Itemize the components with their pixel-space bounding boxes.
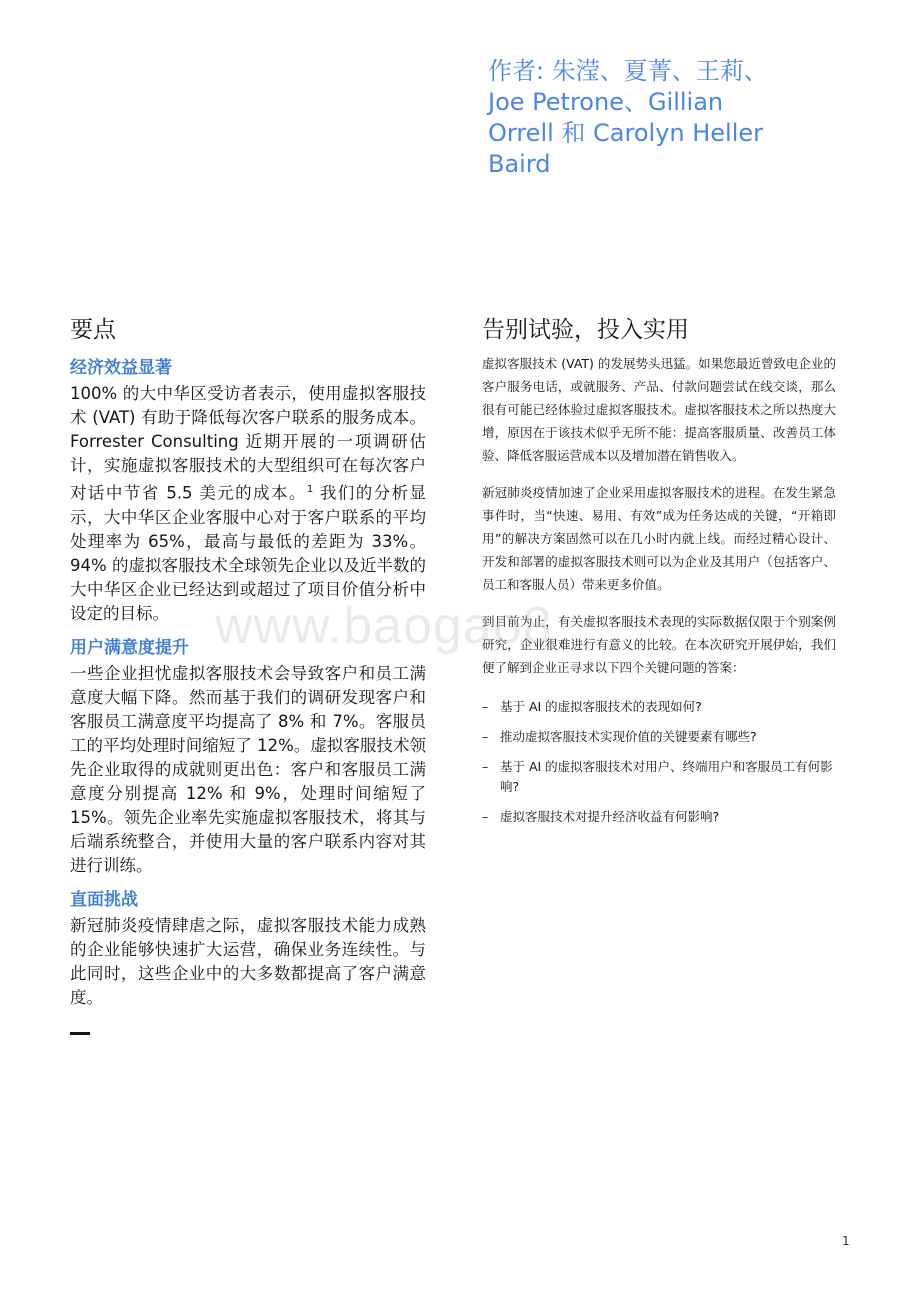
key-points-column <box>70 356 426 1035</box>
author-line: Joe Petrone、Gillian <box>488 88 724 116</box>
dash-bullet: – <box>482 699 489 714</box>
page-number: 1 <box>842 1234 850 1248</box>
authors-block <box>488 56 808 180</box>
watermark: www.baogao8 <box>215 597 553 655</box>
author-line: Orrell 和 Carolyn Heller <box>488 119 764 147</box>
dash-bullet: – <box>482 809 489 824</box>
body-paragraph: 虚拟客服技术 (VAT) 的发展势头迅猛。如果您最近曾致电企业的客户服务电话，或就服务、产品、付款问题尝试在线交谈，那么很有可能已经体验过虚拟客服技术。虚拟客服技术之所以热度大增，原因在于该技术似乎无所不能：提高客服质量、改善员工体验、降低客服运营成本以及增加潜在销售收入。 <box>482 356 836 463</box>
subheading-economic: 经济效益显著 <box>70 358 172 378</box>
subheading-satisfaction: 用户满意度提升 <box>70 637 189 658</box>
body-paragraph: 到目前为止，有关虚拟客服技术表现的实际数据仅限于个别案例研究，企业很难进行有意义的比较。在本次研究开展伊始，我们便了解到企业正寻求以下四个关键问题的答案： <box>482 614 836 675</box>
dash-bullet: – <box>482 759 489 774</box>
question-item: – 虚拟客服技术对提升经济收益有何影响? <box>482 807 836 827</box>
paragraph-economic: 100% 的大中华区受访者表示，使用虚拟客服技术 (VAT) 有助于降低每次客户联系的服务成本。Forrester Consulting 近期开展的一项调研估计，实施虚拟客服技术的大型组织可在每次客户对话中节省 5.5 美元的成本。$^1$ 我们的分析显示，大中华区企业客服中心对于客户联系的平均处理率为 65%，最高与最低的差距为 33%。94% 的虚拟客服技术全球领先企业以及近半数的大中华区企业已经达到或超过了项目价值分析中设定的目标。 <box>70 384 427 623</box>
section-end-rule <box>70 1032 90 1035</box>
author-line: 作者: 朱滢、夏菁、王莉、 <box>488 57 768 85</box>
main-text-column <box>482 352 836 837</box>
dash-bullet: – <box>482 729 489 744</box>
paragraph-satisfaction: 一些企业担忧虚拟客服技术会导致客户和员工满意度大幅下降。然而基于我们的调研发现客户和客服员工满意度平均提高了 8% 和 7%。客服员工的平均处理时间缩短了 12%。虚拟客服技术领先企业取得的成就则更出色：客户和客服员工满意度分别提高 12% 和 9%，处理时间缩短了 15%。领先企业率先实施虚拟客服技术，将其与后端系统整合，并使用大量的客户联系内容对其进行训练。 <box>70 663 426 875</box>
subheading-challenges: 直面挑战 <box>70 889 138 910</box>
footnote-ref[interactable]: 1 <box>306 484 314 495</box>
paragraph-challenges: 新冠肺炎疫情肆虐之际，虚拟客服技术能力成熟的企业能够快速扩大运营，确保业务连续性。与此同时，这些企业中的大多数都提高了客户满意度。 <box>70 915 426 1007</box>
body-paragraph: 新冠肺炎疫情加速了企业采用虚拟客服技术的进程。在发生紧急事件时，当“快速、易用、有效”成为任务达成的关键，“开箱即用”的解决方案固然可以在几小时内就上线。而经过精心设计、开发和部署的虚拟客服技术则可以为企业及其用户（包括客户、员工和客服人员）带来更多价值。 <box>482 485 836 592</box>
question-item: – 推动虚拟客服技术实现价值的关键要素有哪些? <box>482 727 836 747</box>
key-points-heading: 要点 <box>70 317 116 343</box>
question-item: – 基于 AI 的虚拟客服技术对用户、终端用户和客服员工有何影响? <box>482 759 833 794</box>
question-item: – 基于 AI 的虚拟客服技术的表现如何? <box>482 697 836 717</box>
question-list <box>482 697 836 827</box>
author-line: Baird <box>488 150 551 178</box>
section-heading: 告别试验，投入实用 <box>482 317 689 343</box>
